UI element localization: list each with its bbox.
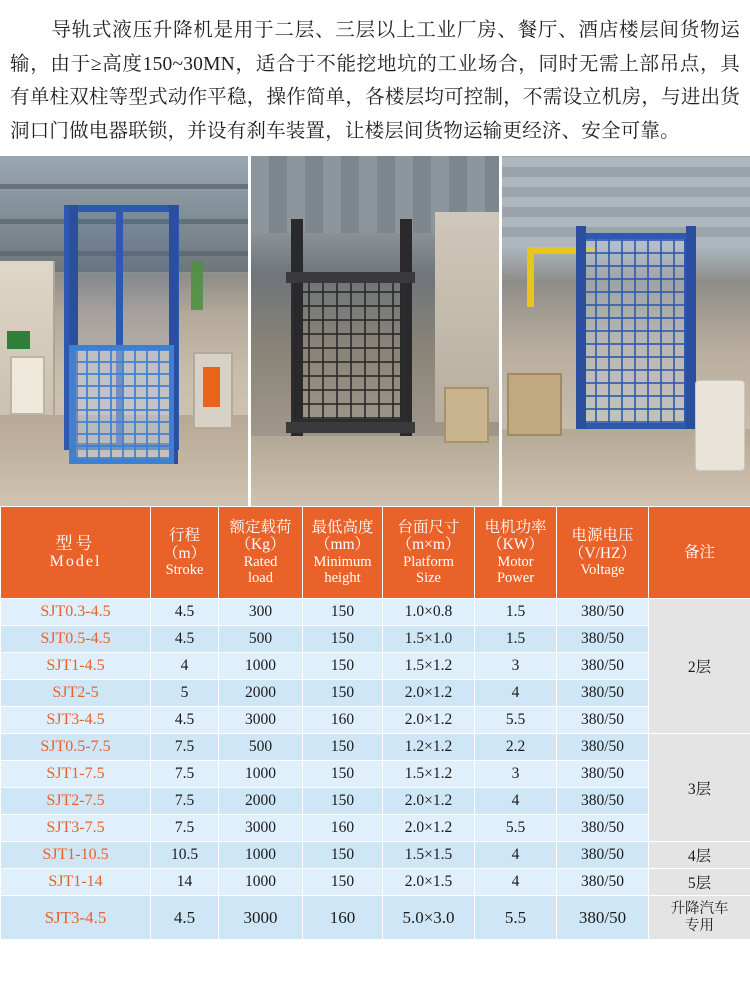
cell-power: 4 — [475, 680, 557, 707]
cell-note-4-floor: 4层 — [649, 842, 750, 869]
table-row — [1, 653, 750, 680]
cell-voltage: 380/50 — [557, 707, 649, 734]
header-platform-size — [383, 507, 475, 599]
cell-height: 150 — [303, 599, 383, 626]
cell-power: 4 — [475, 869, 557, 896]
cell-model: SJT1-4.5 — [1, 653, 151, 680]
cell-voltage: 380/50 — [557, 788, 649, 815]
cell-size: 2.0×1.2 — [383, 788, 475, 815]
header-remarks — [649, 507, 750, 599]
note-car-lift-line1: 升降汽车 — [670, 900, 729, 917]
cell-height: 150 — [303, 869, 383, 896]
lift-platform — [286, 422, 415, 433]
white-sack — [695, 380, 745, 471]
cell-model: SJT3-7.5 — [1, 815, 151, 842]
cell-size: 1.0×0.8 — [383, 599, 475, 626]
photo-dark-guide-rail-lift-with-cage — [251, 156, 499, 506]
specification-table — [0, 506, 750, 940]
header-model-en: Model — [49, 553, 102, 571]
header-power-cn: 电机功率 — [484, 519, 547, 537]
cell-height: 160 — [303, 707, 383, 734]
header-size-en2: Size — [416, 569, 441, 586]
cell-stroke: 7.5 — [151, 788, 219, 815]
cell-stroke: 4 — [151, 653, 219, 680]
cell-size: 1.2×1.2 — [383, 734, 475, 761]
cell-stroke: 7.5 — [151, 815, 219, 842]
cell-size: 2.0×1.2 — [383, 815, 475, 842]
table-row — [1, 734, 750, 761]
cell-voltage: 380/50 — [557, 626, 649, 653]
cell-power: 5.5 — [475, 815, 557, 842]
intro-paragraph — [0, 0, 750, 156]
cell-model: SJT1-7.5 — [1, 761, 151, 788]
header-stroke-cn: 行程 — [168, 527, 200, 545]
cell-model: SJT1-14 — [1, 869, 151, 896]
cell-note-2-floor: 2层 — [649, 599, 750, 734]
cell-load: 3000 — [219, 896, 303, 940]
header-size-en1: Platform — [403, 553, 454, 570]
cell-model: SJT3-4.5 — [1, 896, 151, 940]
cell-size: 5.0×3.0 — [383, 896, 475, 940]
table-row — [1, 626, 750, 653]
cell-load: 3000 — [219, 707, 303, 734]
cell-load: 2000 — [219, 788, 303, 815]
exit-sign — [7, 331, 29, 349]
header-height-en2: height — [324, 569, 361, 586]
cell-stroke: 4.5 — [151, 599, 219, 626]
header-size-cn: 台面尺寸 — [397, 519, 460, 537]
cell-voltage: 380/50 — [557, 869, 649, 896]
wall-door — [10, 356, 45, 416]
cell-height: 150 — [303, 788, 383, 815]
cell-size: 1.5×1.2 — [383, 653, 475, 680]
cell-power: 2.2 — [475, 734, 557, 761]
cell-load: 300 — [219, 599, 303, 626]
header-voltage-cn: 电源电压 — [571, 527, 634, 545]
cell-model: SJT2-7.5 — [1, 788, 151, 815]
header-height-en1: Minimum — [313, 553, 372, 570]
cell-stroke: 14 — [151, 869, 219, 896]
cell-voltage: 380/50 — [557, 815, 649, 842]
cell-power: 4 — [475, 842, 557, 869]
cell-height: 150 — [303, 734, 383, 761]
header-power-en1: Motor — [497, 553, 534, 570]
lift-cage — [576, 233, 690, 429]
cell-load: 500 — [219, 734, 303, 761]
workshop-floor — [251, 436, 499, 506]
header-stroke-en: Stroke — [165, 561, 204, 578]
lift-top-beam — [286, 272, 415, 283]
cell-height: 160 — [303, 896, 383, 940]
lift-cage — [291, 275, 405, 422]
cell-height: 160 — [303, 815, 383, 842]
cell-model: SJT0.5-7.5 — [1, 734, 151, 761]
table-row — [1, 761, 750, 788]
cell-load: 1000 — [219, 761, 303, 788]
table-row — [1, 842, 750, 869]
cell-power: 1.5 — [475, 626, 557, 653]
cell-stroke: 7.5 — [151, 734, 219, 761]
header-power-unit: （KW） — [487, 536, 544, 554]
cell-note-3-floor: 3层 — [649, 734, 750, 842]
table-row — [1, 815, 750, 842]
header-stroke-unit: （m） — [162, 544, 207, 562]
cell-voltage: 380/50 — [557, 599, 649, 626]
cell-power: 1.5 — [475, 599, 557, 626]
table-row — [1, 788, 750, 815]
lift-cage — [69, 345, 173, 464]
cell-load: 500 — [219, 626, 303, 653]
green-post — [191, 261, 203, 310]
cell-model: SJT0.3-4.5 — [1, 599, 151, 626]
yellow-railing-post — [527, 247, 534, 307]
cell-size: 1.5×1.0 — [383, 626, 475, 653]
cell-voltage: 380/50 — [557, 734, 649, 761]
orange-machine — [203, 367, 220, 407]
header-rated-load — [219, 507, 303, 599]
header-load-unit: （Kg） — [235, 536, 286, 554]
cell-size: 2.0×1.2 — [383, 707, 475, 734]
header-model — [1, 507, 151, 599]
photo-blue-cage-lift-with-yellow-railing — [502, 156, 750, 506]
cell-height: 150 — [303, 842, 383, 869]
cell-power: 5.5 — [475, 707, 557, 734]
cell-load: 1000 — [219, 842, 303, 869]
stacked-boxes — [507, 373, 562, 436]
cell-voltage: 380/50 — [557, 680, 649, 707]
cell-power: 4 — [475, 788, 557, 815]
table-header-row — [1, 507, 750, 599]
header-voltage — [557, 507, 649, 599]
cell-stroke: 4.5 — [151, 707, 219, 734]
header-remarks-cn: 备注 — [683, 543, 715, 561]
cell-size: 2.0×1.2 — [383, 680, 475, 707]
cell-voltage: 380/50 — [557, 896, 649, 940]
header-power-en2: Power — [496, 569, 535, 586]
header-minimum-height — [303, 507, 383, 599]
cell-height: 150 — [303, 626, 383, 653]
cell-stroke: 5 — [151, 680, 219, 707]
table-row — [1, 680, 750, 707]
table-row — [1, 869, 750, 896]
cell-size: 1.5×1.2 — [383, 761, 475, 788]
header-voltage-en: Voltage — [580, 561, 625, 578]
ceiling-beam — [0, 184, 248, 189]
cell-note-car-lift — [649, 896, 750, 940]
table-row — [1, 707, 750, 734]
cell-height: 150 — [303, 653, 383, 680]
cell-load: 3000 — [219, 815, 303, 842]
photo-blue-guide-rail-lift-in-workshop — [0, 156, 248, 506]
header-model-cn: 型号 — [55, 534, 96, 554]
header-load-cn: 额定载荷 — [229, 519, 292, 537]
cell-load: 2000 — [219, 680, 303, 707]
cell-power: 5.5 — [475, 896, 557, 940]
cell-stroke: 4.5 — [151, 626, 219, 653]
cell-model: SJT0.5-4.5 — [1, 626, 151, 653]
note-car-lift-line2: 专用 — [685, 917, 714, 934]
cell-power: 3 — [475, 761, 557, 788]
intro-text: 导轨式液压升降机是用于二层、三层以上工业厂房、餐厅、酒店楼层间货物运输，由于≥高度150~30MN，适合于不能挖地坑的工业场合，同时无需上部吊点，具有单柱双柱等型式动作平稳，操作简单，各楼层均可控制，不需设立机房，与进出货洞口门做电器联锁，并设有刹车装置，让楼层间货物运输更经济、安全可靠。 — [10, 20, 740, 142]
header-size-unit: （m×m） — [396, 536, 461, 554]
cell-stroke: 10.5 — [151, 842, 219, 869]
cell-load: 1000 — [219, 869, 303, 896]
cell-stroke: 4.5 — [151, 896, 219, 940]
header-height-unit: （mm） — [314, 536, 371, 554]
cell-height: 150 — [303, 680, 383, 707]
cell-height: 150 — [303, 761, 383, 788]
header-load-en2: load — [248, 569, 273, 586]
pallet-truck — [193, 352, 233, 429]
cell-size: 1.5×1.5 — [383, 842, 475, 869]
cell-stroke: 7.5 — [151, 761, 219, 788]
product-photo-strip — [0, 156, 750, 506]
header-load-en1: Rated — [243, 553, 278, 570]
header-stroke — [151, 507, 219, 599]
table-row — [1, 896, 750, 940]
cell-size: 2.0×1.5 — [383, 869, 475, 896]
header-voltage-unit: （V/HZ） — [568, 544, 637, 562]
cell-model: SJT3-4.5 — [1, 707, 151, 734]
cell-power: 3 — [475, 653, 557, 680]
header-motor-power — [475, 507, 557, 599]
header-height-cn: 最低高度 — [311, 519, 374, 537]
cell-load: 1000 — [219, 653, 303, 680]
table-row — [1, 599, 750, 626]
cell-model: SJT2-5 — [1, 680, 151, 707]
cell-voltage: 380/50 — [557, 653, 649, 680]
cell-note-5-floor: 5层 — [649, 869, 750, 896]
cell-model: SJT1-10.5 — [1, 842, 151, 869]
cell-voltage: 380/50 — [557, 842, 649, 869]
cell-voltage: 380/50 — [557, 761, 649, 788]
wooden-crate — [444, 387, 489, 443]
